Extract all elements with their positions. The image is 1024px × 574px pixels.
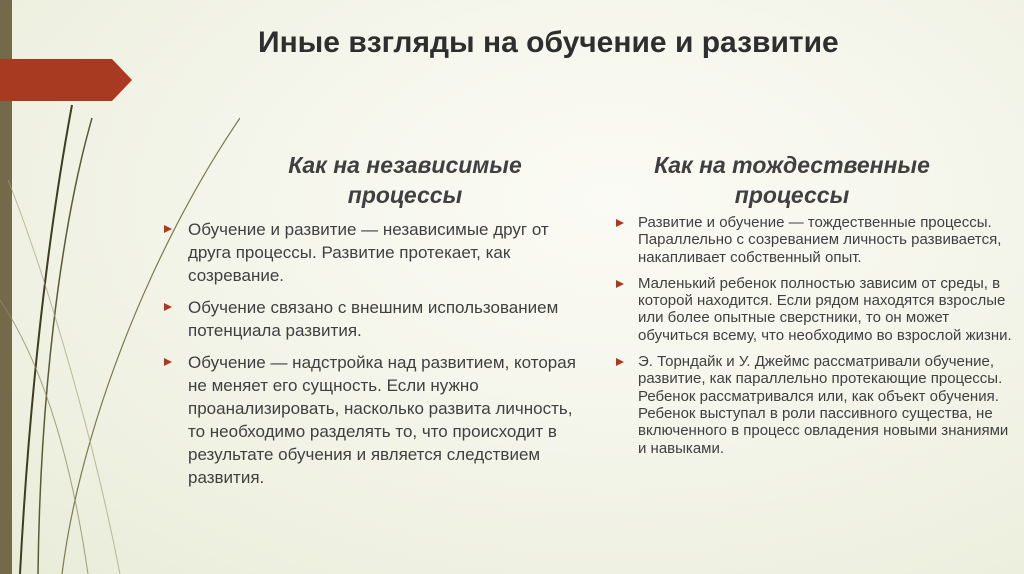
list-item-text: Э. Торндайк и У. Джеймс рассматривали обучение, развитие, как параллельно протекающие процессы. Ребенок рассматривался или, как объект обучения. Ребенок выступал в роли пассивного существа, не включенного в процесс овладения новыми знаниями и навыками. <box>638 353 1009 457</box>
list-item <box>164 218 584 287</box>
left-column-heading: Как на независимые процессы <box>288 152 522 208</box>
right-bullet-list <box>616 214 1016 466</box>
title-arrow-shape <box>0 59 132 101</box>
list-item <box>164 296 584 342</box>
slide-title: Иные взгляды на обучение и развитие <box>258 26 839 59</box>
list-item-text: Развитие и обучение — тождественные процессы. Параллельно с созреванием личность развивается, накапливает собственный опыт. <box>638 214 1002 266</box>
bullet-arrow-icon <box>616 280 624 288</box>
bullet-arrow-icon <box>616 358 624 366</box>
list-item <box>164 351 584 489</box>
list-item-text: Обучение — надстройка над развитием, которая не меняет его сущность. Если нужно проанализировать, насколько развита личность, то необходимо разделять то, что происходит в результате обучения и является следствием развития. <box>188 353 576 487</box>
list-item-text: Обучение связано с внешним использованием потенциала развития. <box>188 298 559 340</box>
list-item <box>616 214 1016 266</box>
bullet-arrow-icon <box>616 219 624 227</box>
list-item <box>616 275 1016 344</box>
list-item-text: Обучение и развитие — независимые друг от друга процессы. Развитие протекает, как созревание. <box>188 220 549 285</box>
list-item <box>616 353 1016 457</box>
right-column-heading: Как на тождественные процессы <box>654 152 930 208</box>
left-bullet-list <box>164 218 584 498</box>
bullet-arrow-icon <box>164 303 172 311</box>
bullet-arrow-icon <box>164 358 172 366</box>
bullet-arrow-icon <box>164 225 172 233</box>
list-item-text: Маленький ребенок полностью зависим от среды, в которой находится. Если рядом находятся взрослые или более опытные сверстники, то он может обучиться всему, что необходимо во взрослой жизни. <box>638 274 1012 344</box>
